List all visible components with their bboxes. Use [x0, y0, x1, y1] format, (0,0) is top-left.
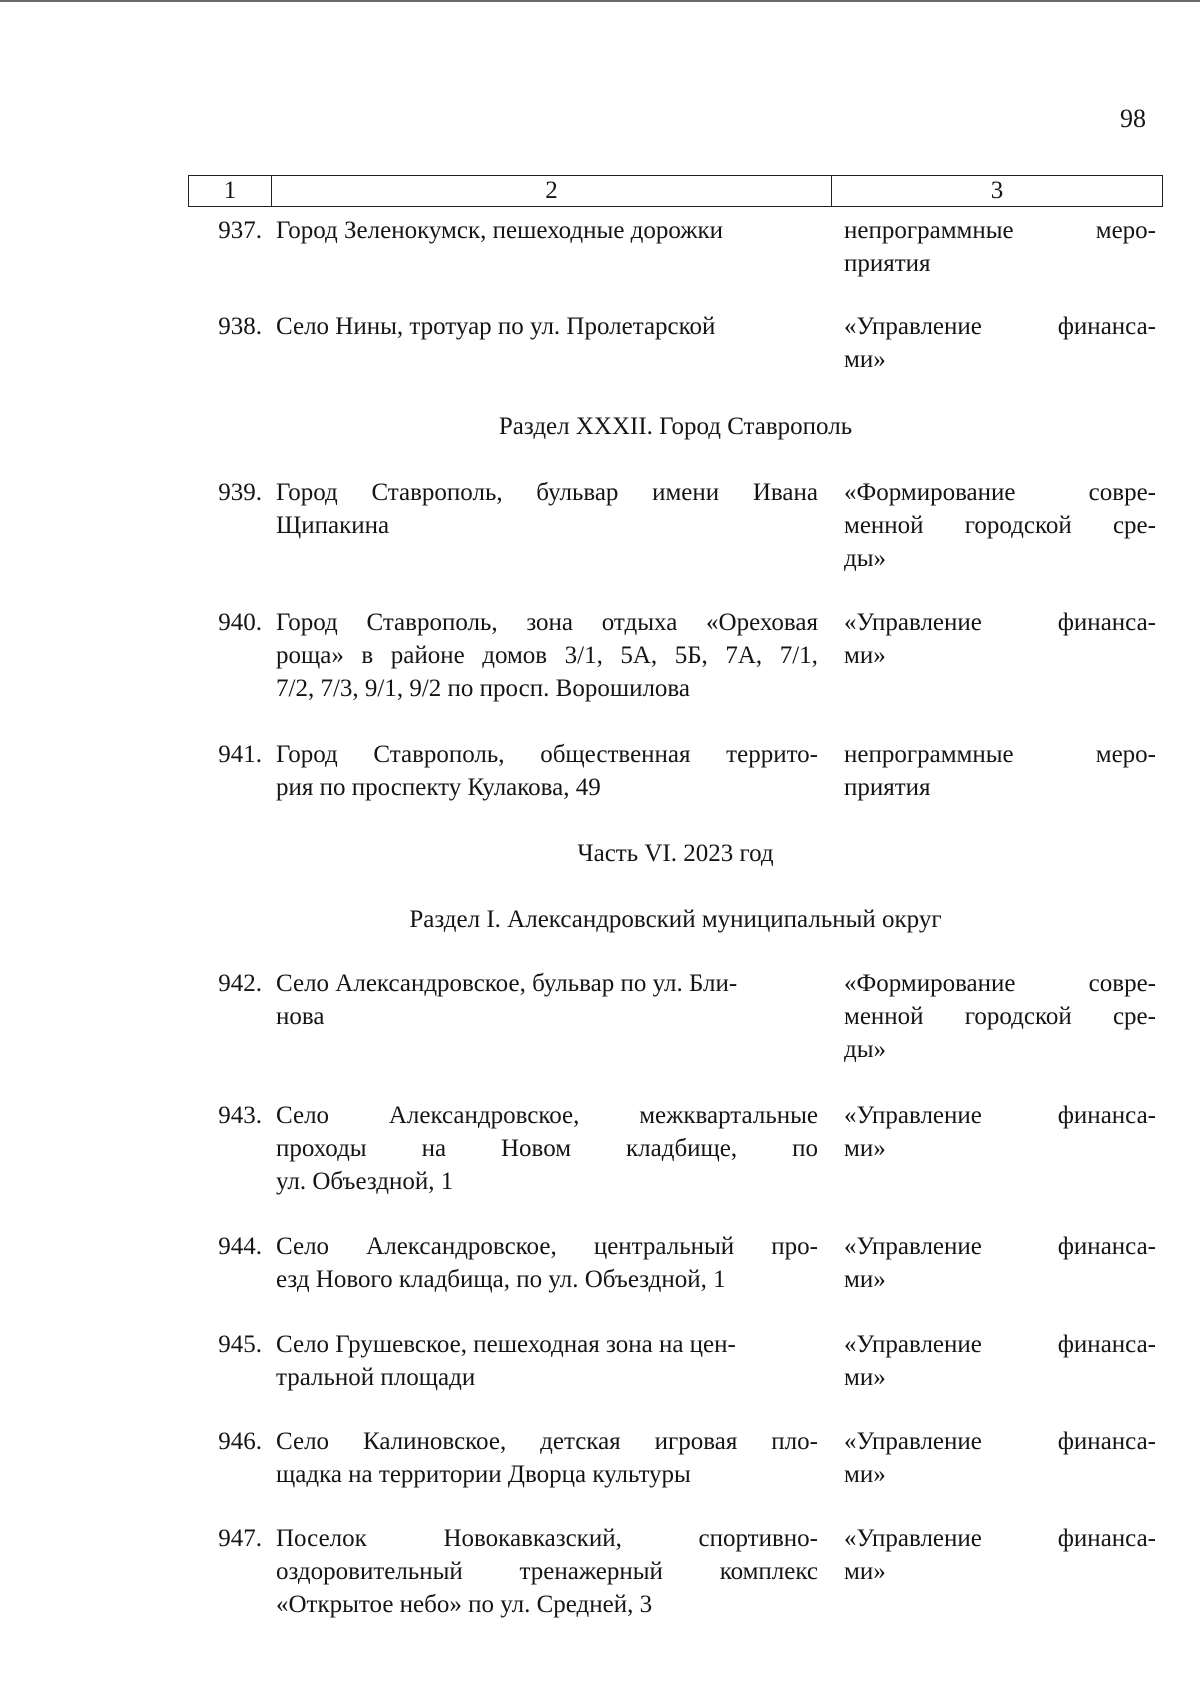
object-name-cell: [276, 1230, 818, 1296]
program-cell: [844, 214, 1156, 280]
program-cell: [844, 1328, 1156, 1394]
program-cell: [844, 1230, 1156, 1296]
word: домов: [482, 642, 548, 669]
object-name-cell: [276, 310, 818, 376]
program-line: [844, 1425, 1156, 1458]
object-name-cell: [276, 606, 818, 705]
table-row: [188, 1230, 1163, 1296]
word: финанса-: [1057, 1102, 1156, 1129]
program-cell: [844, 476, 1156, 575]
part-heading-vi: Часть VI. 2023 год: [577, 840, 774, 867]
object-name-line: [276, 1230, 818, 1263]
object-name-line: щадка на территории Дворца культуры: [276, 1461, 691, 1488]
program-line: [844, 967, 1156, 1000]
object-name-line: Город Зеленокумск, пешеходные дорожки: [276, 217, 724, 244]
object-name-cell: [276, 1099, 818, 1198]
program-cell: [844, 1522, 1156, 1621]
word: «Управление: [844, 609, 982, 636]
program-line: ми»: [844, 1266, 886, 1293]
program-cell: [844, 606, 1156, 705]
object-name-line: [276, 1425, 818, 1458]
table-row: [188, 1328, 1163, 1394]
object-name-line: Село Нины, тротуар по ул. Пролетарской: [276, 313, 716, 340]
object-name-line: Щипакина: [276, 512, 390, 539]
object-name-cell: [276, 1522, 818, 1621]
word: спортивно-: [698, 1525, 818, 1552]
row-number: 939.: [218, 479, 262, 506]
table-row: [188, 967, 1163, 1066]
word: менной: [844, 512, 924, 539]
row-number: 946.: [218, 1428, 262, 1455]
program-line: [844, 606, 1156, 639]
word: непрограммные: [844, 741, 1014, 768]
program-cell: [844, 738, 1156, 804]
row-number: 937.: [218, 217, 262, 244]
word: менной: [844, 1003, 924, 1030]
program-line: ды»: [844, 1036, 887, 1063]
word: «Управление: [844, 1428, 982, 1455]
row-number: 943.: [218, 1102, 262, 1129]
program-line: [844, 310, 1156, 343]
word: общественная: [540, 741, 691, 768]
word: имени: [652, 479, 720, 506]
table-header-row: [188, 175, 1163, 207]
word: непрограммные: [844, 217, 1014, 244]
program-line: ми»: [844, 1558, 886, 1585]
word: детская: [540, 1428, 621, 1455]
word: Город: [276, 609, 338, 636]
program-line: ми»: [844, 346, 886, 373]
word: оздоровительный: [276, 1558, 463, 1585]
program-line: [844, 1000, 1156, 1033]
program-line: [844, 1522, 1156, 1555]
word: «Управление: [844, 313, 982, 340]
word: бульвар: [536, 479, 619, 506]
word: сре-: [1112, 512, 1156, 539]
word: межквартальные: [639, 1102, 818, 1129]
object-name-line: [276, 1132, 818, 1165]
header-col-1: 1: [189, 176, 272, 206]
word: «Формирование: [844, 970, 1016, 997]
word: Новокавказский,: [443, 1525, 622, 1552]
program-line: ми»: [844, 642, 886, 669]
object-name-line: [276, 606, 818, 639]
object-name-line: езд Нового кладбища, по ул. Объездной, 1: [276, 1266, 726, 1293]
table-row: [188, 606, 1163, 705]
program-line: [844, 1230, 1156, 1263]
section-heading-xxxii: Раздел XXXII. Город Ставрополь: [498, 413, 853, 440]
program-line: [844, 509, 1156, 542]
word: финанса-: [1057, 1331, 1156, 1358]
word: по: [792, 1135, 818, 1162]
program-line: ми»: [844, 1461, 886, 1488]
object-name-line: [276, 639, 818, 672]
object-name-line: [276, 738, 818, 771]
word: Ивана: [752, 479, 818, 506]
word: Ставрополь,: [373, 741, 505, 768]
word: роща»: [276, 642, 344, 669]
object-name-cell: [276, 738, 818, 804]
section-heading-i: Раздел I. Александровский муниципальный округ: [409, 906, 942, 933]
word: Ставрополь,: [366, 609, 498, 636]
word: комплекс: [719, 1558, 818, 1585]
word: Ставрополь,: [371, 479, 503, 506]
table-row: [188, 738, 1163, 804]
word: Город: [276, 741, 338, 768]
word: финанса-: [1057, 1233, 1156, 1260]
object-name-line: [276, 476, 818, 509]
program-line: [844, 214, 1156, 247]
word: финанса-: [1057, 313, 1156, 340]
header-col-3: 3: [990, 177, 1004, 204]
word: Новом: [501, 1135, 572, 1162]
word: городской: [964, 512, 1072, 539]
word: финанса-: [1057, 1428, 1156, 1455]
row-number: 938.: [218, 313, 262, 340]
program-line: [844, 476, 1156, 509]
object-name-cell: [276, 967, 818, 1066]
program-cell: [844, 310, 1156, 376]
object-name-line: рия по проспекту Кулакова, 49: [276, 774, 601, 801]
program-cell: [844, 1425, 1156, 1491]
word: кладбище,: [626, 1135, 738, 1162]
word: в: [361, 642, 374, 669]
word: 5А,: [620, 642, 658, 669]
word: «Управление: [844, 1525, 982, 1552]
object-name-cell: [276, 1328, 818, 1394]
word: «Формирование: [844, 479, 1016, 506]
object-name-cell: [276, 214, 818, 280]
row-number: 941.: [218, 741, 262, 768]
word: Поселок: [276, 1525, 367, 1552]
word: Село: [276, 1102, 330, 1129]
word: «Управление: [844, 1331, 982, 1358]
word: районе: [390, 642, 465, 669]
object-name-line: [276, 1555, 818, 1588]
object-name-line: [276, 1099, 818, 1132]
object-name-line: ул. Объездной, 1: [276, 1168, 454, 1195]
program-line: ми»: [844, 1135, 886, 1162]
object-name-line: «Открытое небо» по ул. Средней, 3: [276, 1591, 653, 1618]
table-row: [188, 1425, 1163, 1491]
word: 3/1,: [564, 642, 603, 669]
word: совре-: [1088, 479, 1156, 506]
row-number: 942.: [218, 970, 262, 997]
table-row: [188, 1522, 1163, 1621]
table-row: [188, 214, 1163, 280]
object-name-line: Село Александровское, бульвар по ул. Бли-: [276, 970, 738, 997]
program-line: приятия: [844, 774, 931, 801]
row-number: 945.: [218, 1331, 262, 1358]
word: зона: [526, 609, 574, 636]
scan-top-edge: [0, 0, 1200, 2]
word: Село: [276, 1233, 330, 1260]
header-col-2: 2: [272, 176, 832, 206]
object-name-line: 7/2, 7/3, 9/1, 9/2 по просп. Ворошилова: [276, 675, 690, 702]
word: террито-: [726, 741, 818, 768]
object-name-line: Село Грушевское, пешеходная зона на цен-: [276, 1331, 736, 1358]
word: 5Б,: [674, 642, 708, 669]
word: сре-: [1112, 1003, 1156, 1030]
program-line: ми»: [844, 1364, 886, 1391]
word: игровая: [654, 1428, 738, 1455]
row-number: 940.: [218, 609, 262, 636]
word: отдыха: [601, 609, 678, 636]
word: про-: [771, 1233, 818, 1260]
word: Александровское,: [366, 1233, 557, 1260]
word: меро-: [1095, 741, 1156, 768]
object-name-line: тральной площади: [276, 1364, 476, 1391]
program-cell: [844, 1099, 1156, 1198]
program-line: [844, 1099, 1156, 1132]
table-row: [188, 1099, 1163, 1198]
table-row: [188, 310, 1163, 376]
word: совре-: [1088, 970, 1156, 997]
table-row: [188, 476, 1163, 575]
word: финанса-: [1057, 609, 1156, 636]
word: финанса-: [1057, 1525, 1156, 1552]
word: проходы: [276, 1135, 367, 1162]
word: 7/1,: [779, 642, 818, 669]
program-line: ды»: [844, 545, 887, 572]
row-number: 947.: [218, 1525, 262, 1552]
word: пло-: [771, 1428, 818, 1455]
row-number: 944.: [218, 1233, 262, 1260]
program-line: [844, 1328, 1156, 1361]
word: Калиновское,: [363, 1428, 507, 1455]
object-name-cell: [276, 1425, 818, 1491]
program-line: [844, 738, 1156, 771]
word: на: [421, 1135, 447, 1162]
word: Село: [276, 1428, 330, 1455]
word: «Ореховая: [706, 609, 818, 636]
word: «Управление: [844, 1233, 982, 1260]
word: тренажерный: [519, 1558, 663, 1585]
program-line: приятия: [844, 250, 931, 277]
page-number: 98: [1120, 104, 1146, 133]
object-name-line: нова: [276, 1003, 325, 1030]
word: «Управление: [844, 1102, 982, 1129]
word: городской: [964, 1003, 1072, 1030]
word: 7А,: [725, 642, 763, 669]
object-name-line: [276, 1522, 818, 1555]
object-name-cell: [276, 476, 818, 575]
program-cell: [844, 967, 1156, 1066]
word: Город: [276, 479, 338, 506]
word: Александровское,: [388, 1102, 580, 1129]
word: центральный: [593, 1233, 735, 1260]
word: меро-: [1095, 217, 1156, 244]
